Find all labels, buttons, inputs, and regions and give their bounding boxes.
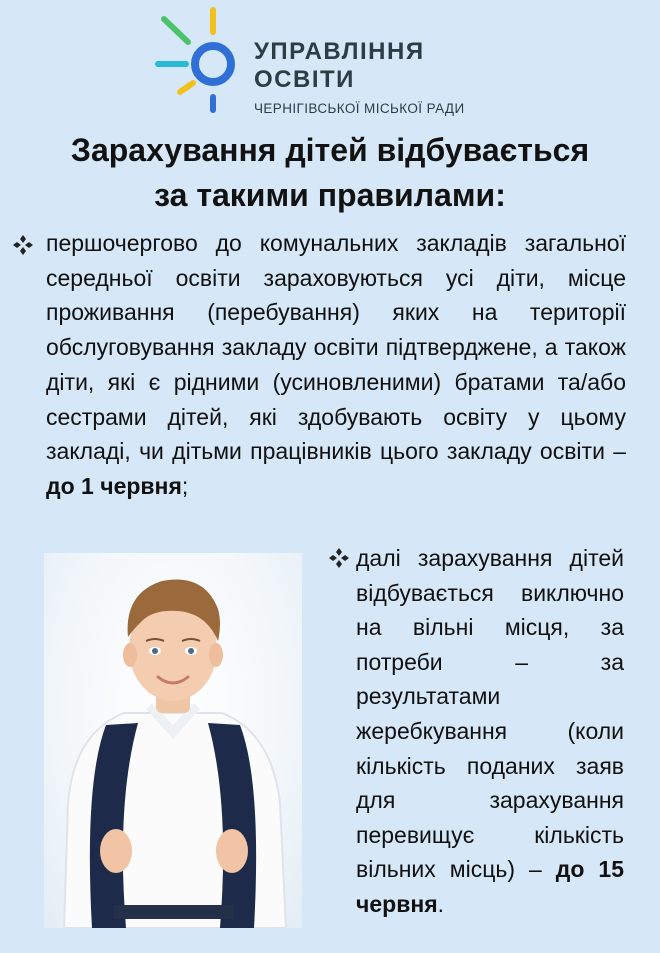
logo-line-1: УПРАВЛІННЯ: [254, 38, 425, 65]
rule-2-end: .: [437, 890, 445, 917]
schoolboy-illustration: [44, 553, 302, 928]
rule-1-text: першочергово до комунальних закладів загальної середньої освіти зараховуються усі діти, місце проживання (перебування) яких на території обслуговування закладу освіти підтверджене, а також діти, які є рідними (усиновленими) братами та/або сестрами дітей, які здобувають освіту у цьому закладі, чи дітьми працівників цього закладу освіти –: [46, 230, 626, 465]
logo-line-2: ОСВІТИ: [254, 66, 355, 93]
sun-logo-icon: [150, 4, 250, 116]
four-diamond-bullet-icon: [328, 547, 350, 569]
rule-list-item-2: [356, 541, 624, 922]
rule-2-text: далі зарахування дітей відбувається виключно на вільні місця, за потреби – за результатами жеребкування (коли кількість поданих заяв для зарахування перевищує кількість вільних місць) –: [356, 545, 624, 883]
education-department-logo: [150, 4, 530, 116]
rule-2-deadline: до 15 червня: [356, 856, 625, 917]
title-line-2: за такими правилами:: [154, 177, 506, 213]
schoolboy-photo: [44, 553, 302, 928]
rule-1-deadline: до 1 червня: [46, 472, 182, 499]
logo-line-3: ЧЕРНІГІВСЬКОЇ МІСЬКОЇ РАДИ: [254, 101, 465, 116]
title-line-1: Зарахування дітей відбувається: [70, 132, 590, 168]
rule-list-item-1: [46, 226, 626, 504]
four-diamond-bullet-icon: [12, 234, 34, 256]
page-title: [0, 128, 660, 218]
rule-1-end: ;: [181, 472, 189, 499]
